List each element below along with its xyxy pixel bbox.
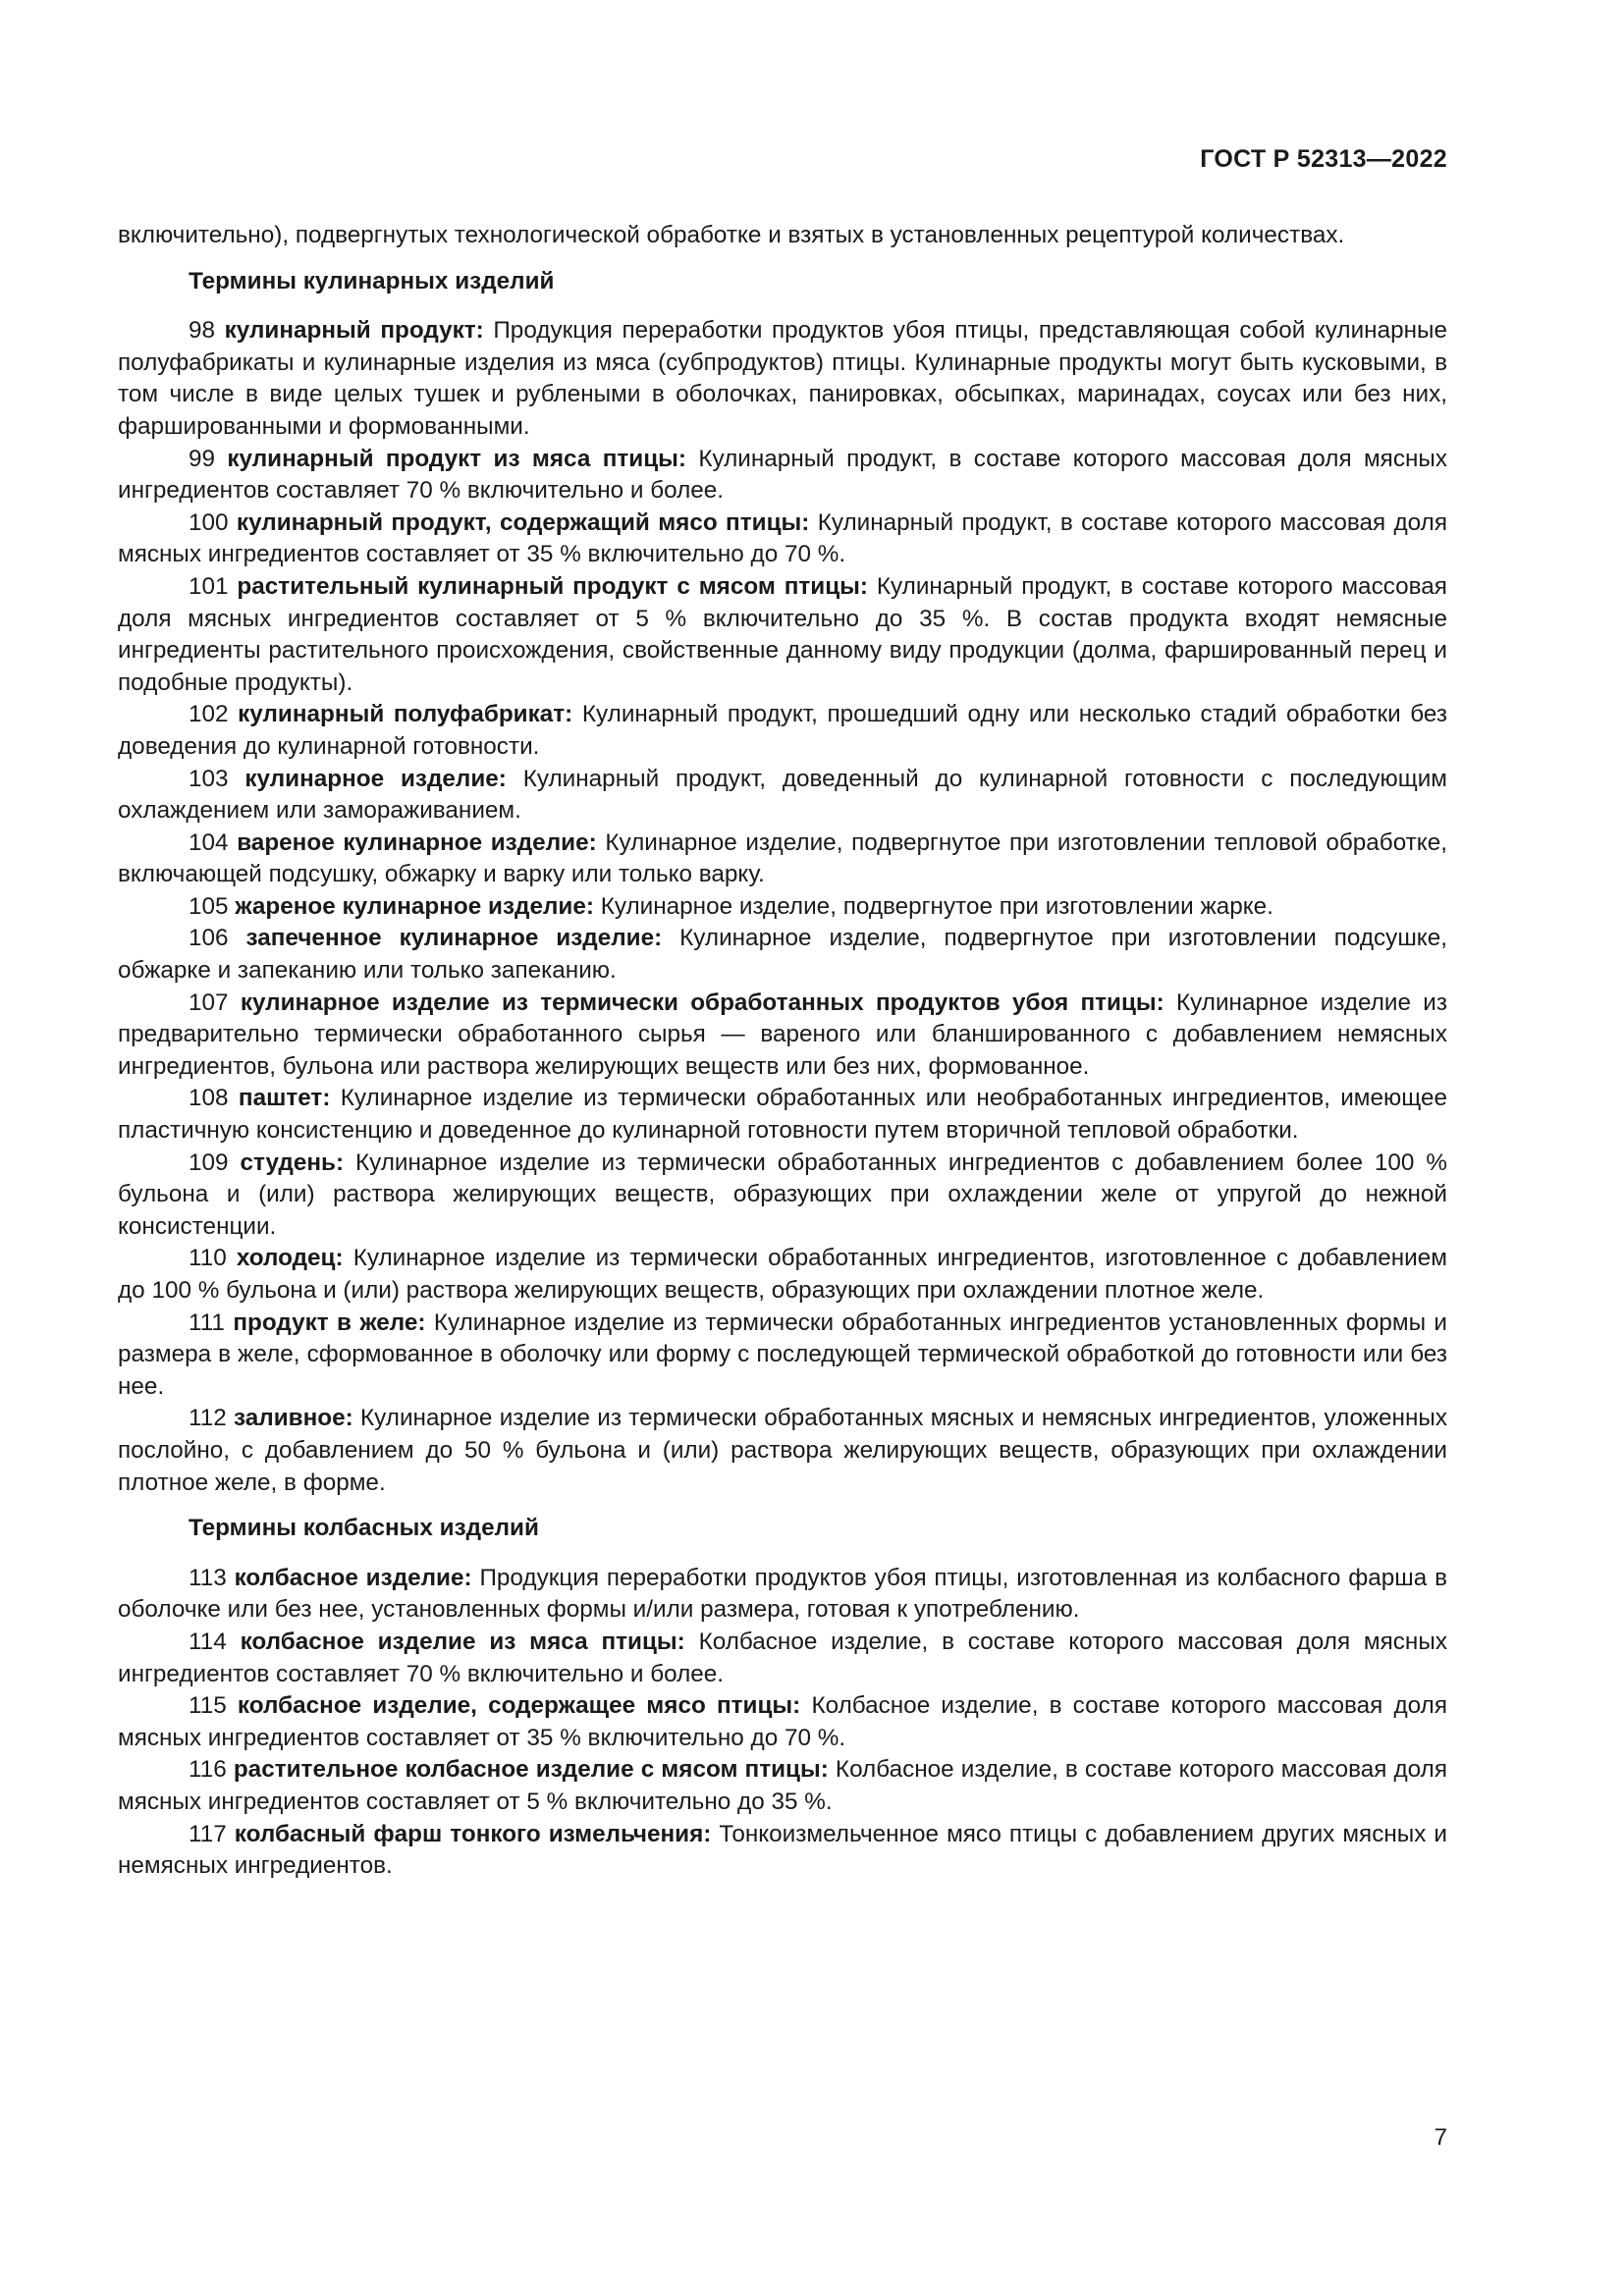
term-definition: Кулинарный продукт, прошедший одну или несколько стадий обработки без доведения до кулинарной готовности. (118, 701, 1447, 760)
term-name: кулинарное изделие: (244, 765, 507, 792)
term-entry (118, 444, 1447, 507)
term-entry (118, 1754, 1447, 1818)
term-number: 114 (189, 1628, 227, 1655)
term-entry (118, 1243, 1447, 1307)
term-definition: Кулинарный продукт, в составе которого массовая доля мясных ингредиентов составляет от 5 % включительно до 35 %. В состав продукта входят немясные ингредиенты растительного происхождения, свойственные данному виду продукции (долма, фаршированный перец и подобные продукты). (118, 572, 1447, 696)
term-number: 100 (189, 508, 229, 536)
term-name: жареное кулинарное изделие: (235, 892, 594, 920)
term-definition: Кулинарное изделие, подвергнутое при изготовлении жарке. (600, 892, 1273, 920)
term-name: вареное кулинарное изделие: (237, 828, 597, 856)
term-definition: Продукция переработки продуктов убоя птицы, изготовленная из колбасного фарша в оболочке или без нее, установленных формы и/или размера, готовая к употреблению. (118, 1564, 1447, 1624)
term-entry (118, 1819, 1447, 1883)
page-number: 7 (1434, 2124, 1447, 2151)
term-definition: Кулинарное изделие из термически обработанных ингредиентов, изготовленное с добавлением до 100 % бульона и (или) раствора желирующих веществ, образующих при охлаждении плотное желе. (118, 1245, 1447, 1304)
term-number: 113 (189, 1564, 227, 1591)
term-definition: Продукция переработки продуктов убоя птицы, представляющая собой кулинарные полуфабрикаты и кулинарные изделия из мяса (субпродуктов) птицы. Кулинарные продукты могут быть кусковыми, в том числе в виде целых тушек и рублеными в оболочках, панировках, обсыпках, маринадах, соусах или без них, фаршированными и формованными. (118, 317, 1447, 440)
term-definition: Кулинарный продукт, доведенный до кулинарной готовности с последующим охлаждением или замораживанием. (118, 765, 1447, 825)
term-definition: Кулинарное изделие из термически обработанных мясных и немясных ингредиентов, уложенных послойно, с добавлением до 50 % бульона и (или) раствора желирующих веществ, образующих при охлаждении плотное желе, в форме. (118, 1405, 1447, 1496)
term-number: 111 (189, 1308, 225, 1336)
term-number: 117 (189, 1820, 227, 1847)
term-definition: Тонкоизмельченное мясо птицы с добавлением других мясных и немясных ингредиентов. (118, 1820, 1447, 1880)
term-name: кулинарный полуфабрикат: (238, 701, 573, 728)
term-number: 107 (189, 988, 229, 1016)
term-number: 99 (189, 445, 216, 472)
term-entry (118, 507, 1447, 571)
term-number: 105 (189, 892, 229, 920)
term-number: 103 (189, 765, 229, 792)
term-definition: Кулинарное изделие из термически обработанных ингредиентов установленных формы и размера в желе, сформованное в оболочку или форму с последующей термической обработкой до готовности или без нее. (118, 1308, 1447, 1400)
term-number: 104 (189, 828, 229, 856)
intro-paragraph: включительно), подвергнутых технологической обработке и взятых в установленных рецептурой количествах. (118, 222, 1345, 248)
term-definition: Кулинарное изделие из термически обработанных ингредиентов с добавлением более 100 % бульона и (или) раствора желирующих веществ, образующих при охлаждении желе от упругой до нежной консистенции. (118, 1148, 1447, 1240)
term-name: студень: (240, 1148, 345, 1176)
term-entry (118, 1563, 1447, 1627)
term-entry (118, 571, 1447, 699)
term-name: колбасное изделие из мяса птицы: (240, 1628, 685, 1655)
term-name: кулинарный продукт из мяса птицы: (227, 445, 686, 472)
term-number: 102 (189, 701, 229, 728)
term-number: 115 (189, 1692, 227, 1720)
term-number: 106 (189, 925, 229, 952)
term-entry (118, 1690, 1447, 1754)
standard-designation: ГОСТ Р 52313—2022 (1200, 145, 1447, 173)
term-name: колбасный фарш тонкого измельчения: (234, 1820, 712, 1847)
document-body (118, 220, 1447, 1883)
term-name: кулинарное изделие из термически обработанных продуктов убоя птицы: (240, 988, 1164, 1016)
term-definition: Кулинарный продукт, в составе которого массовая доля мясных ингредиентов составляет 70 % включительно и более. (118, 445, 1447, 505)
term-entry (118, 1627, 1447, 1690)
term-name: холодец: (236, 1245, 344, 1272)
term-definition: Колбасное изделие, в составе которого массовая доля мясных ингредиентов составляет от 35 % включительно до 70 %. (118, 1692, 1447, 1751)
term-definition: Кулинарное изделие, подвергнутое при изготовлении подсушке, обжарке и запеканию или только запеканию. (118, 925, 1447, 985)
term-entry (118, 923, 1447, 987)
term-name: растительное колбасное изделие с мясом птицы: (233, 1756, 829, 1784)
term-number: 110 (189, 1245, 227, 1272)
term-entry (118, 1148, 1447, 1244)
term-number: 108 (189, 1085, 229, 1112)
term-definition: Кулинарный продукт, в составе которого массовая доля мясных ингредиентов составляет от 35 % включительно до 70 %. (118, 508, 1447, 568)
term-number: 109 (189, 1148, 229, 1176)
section-heading: Термины колбасных изделий (189, 1515, 539, 1542)
term-entry (118, 891, 1447, 924)
term-entry (118, 699, 1447, 763)
term-name: колбасное изделие, содержащее мясо птицы: (237, 1692, 801, 1720)
term-number: 116 (189, 1756, 227, 1784)
term-entry (118, 988, 1447, 1084)
term-name: кулинарный продукт, содержащий мясо птицы: (236, 508, 810, 536)
term-entry (118, 315, 1447, 443)
term-name: колбасное изделие: (234, 1564, 472, 1591)
term-name: растительный кулинарный продукт с мясом птицы: (237, 572, 869, 600)
term-name: продукт в желе: (233, 1308, 426, 1336)
term-name: запеченное кулинарное изделие: (245, 925, 663, 952)
term-definition: Кулинарное изделие из предварительно термически обработанного сырья — вареного или бланшированного с добавлением немясных ингредиентов, бульона или раствора желирующих веществ или без них, формованное. (118, 988, 1447, 1080)
term-definition: Кулинарное изделие, подвергнутое при изготовлении тепловой обработке, включающей подсушку, обжарку и варку или только варку. (118, 828, 1447, 888)
term-definition: Кулинарное изделие из термически обработанных или необработанных ингредиентов, имеющее пластичную консистенцию и доведенное до кулинарной готовности путем вторичной тепловой обработки. (118, 1085, 1447, 1145)
term-entry (118, 1083, 1447, 1147)
term-number: 112 (189, 1405, 227, 1432)
term-number: 98 (189, 317, 216, 345)
term-name: кулинарный продукт: (224, 317, 484, 345)
term-number: 101 (189, 572, 229, 600)
term-entry (118, 764, 1447, 828)
term-entry (118, 1403, 1447, 1499)
section-heading: Термины кулинарных изделий (189, 267, 555, 294)
term-entry (118, 828, 1447, 891)
term-definition: Колбасное изделие, в составе которого массовая доля мясных ингредиентов составляет 70 % включительно и более. (118, 1628, 1447, 1687)
term-entry (118, 1308, 1447, 1404)
term-name: заливное: (234, 1405, 353, 1432)
term-name: паштет: (238, 1085, 331, 1112)
term-definition: Колбасное изделие, в составе которого массовая доля мясных ингредиентов составляет от 5 % включительно до 35 %. (118, 1756, 1447, 1815)
